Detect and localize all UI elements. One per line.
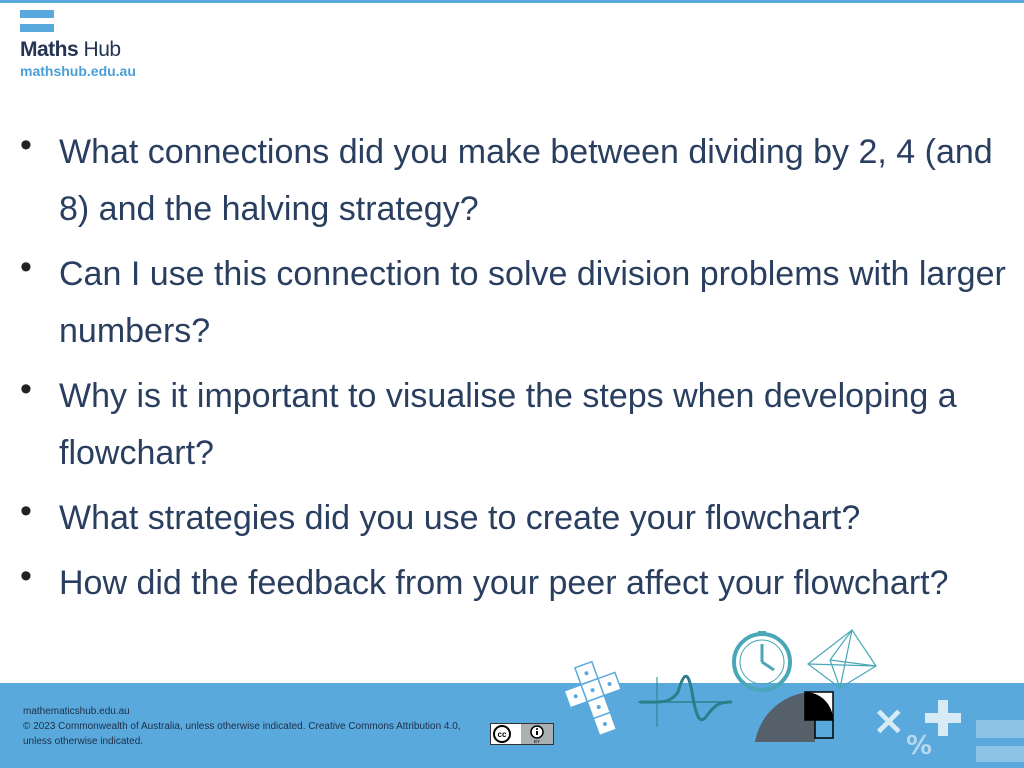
maths-hub-logo[interactable] bbox=[20, 10, 160, 80]
footer-site-link[interactable]: mathematicshub.edu.au bbox=[23, 706, 130, 717]
footer-text bbox=[23, 704, 461, 749]
discussion-questions-list bbox=[20, 124, 1010, 620]
cube-net-icon bbox=[560, 656, 633, 742]
list-item bbox=[20, 368, 1010, 482]
math-symbols-icon bbox=[872, 698, 1024, 762]
logo-title bbox=[20, 39, 121, 61]
svg-text:cc: cc bbox=[497, 730, 507, 739]
list-item bbox=[20, 555, 1010, 612]
cc-by-icon bbox=[491, 724, 553, 744]
question-text: How did the feedback from your peer affect your flowchart? bbox=[59, 564, 949, 602]
logo-url: mathshub.edu.au bbox=[20, 63, 136, 79]
cc-by-label: BY bbox=[533, 739, 541, 744]
logo-bars-icon bbox=[20, 10, 54, 36]
question-text: What connections did you make between dividing by 2, 4 (and 8) and the halving strategy? bbox=[59, 133, 993, 228]
bullet-icon: • bbox=[20, 370, 32, 408]
logo-name-bold: Maths bbox=[20, 38, 79, 61]
wave-graph-icon bbox=[638, 676, 732, 727]
list-item bbox=[20, 246, 1010, 360]
question-text: What strategies did you use to create your flowchart? bbox=[59, 499, 861, 537]
question-text: Why is it important to visualise the steps when developing a flowchart? bbox=[59, 377, 957, 472]
clock-icon bbox=[734, 631, 790, 690]
octahedron-icon bbox=[808, 630, 876, 688]
footer-copyright-2: unless otherwise indicated. bbox=[23, 736, 144, 747]
bullet-icon: • bbox=[20, 248, 32, 286]
list-item bbox=[20, 490, 1010, 547]
bullet-icon: • bbox=[20, 492, 32, 530]
svg-text:%: % bbox=[906, 731, 933, 761]
list-item bbox=[20, 124, 1010, 238]
footer-copyright: © 2023 Commonwealth of Australia, unless otherwise indicated. Creative Commons Attribution 4.0, bbox=[23, 721, 461, 732]
creative-commons-badge-icon[interactable] bbox=[490, 723, 554, 745]
top-accent-line bbox=[0, 0, 1024, 3]
question-text: Can I use this connection to solve division problems with larger numbers? bbox=[59, 255, 1006, 350]
svg-text:×: × bbox=[872, 698, 906, 744]
bullet-icon: • bbox=[20, 126, 32, 164]
logo-name-light: Hub bbox=[83, 38, 121, 61]
bullet-icon: • bbox=[20, 557, 32, 595]
decorative-maths-illustrations bbox=[560, 622, 1024, 768]
spiral-squares-icon bbox=[755, 692, 833, 742]
